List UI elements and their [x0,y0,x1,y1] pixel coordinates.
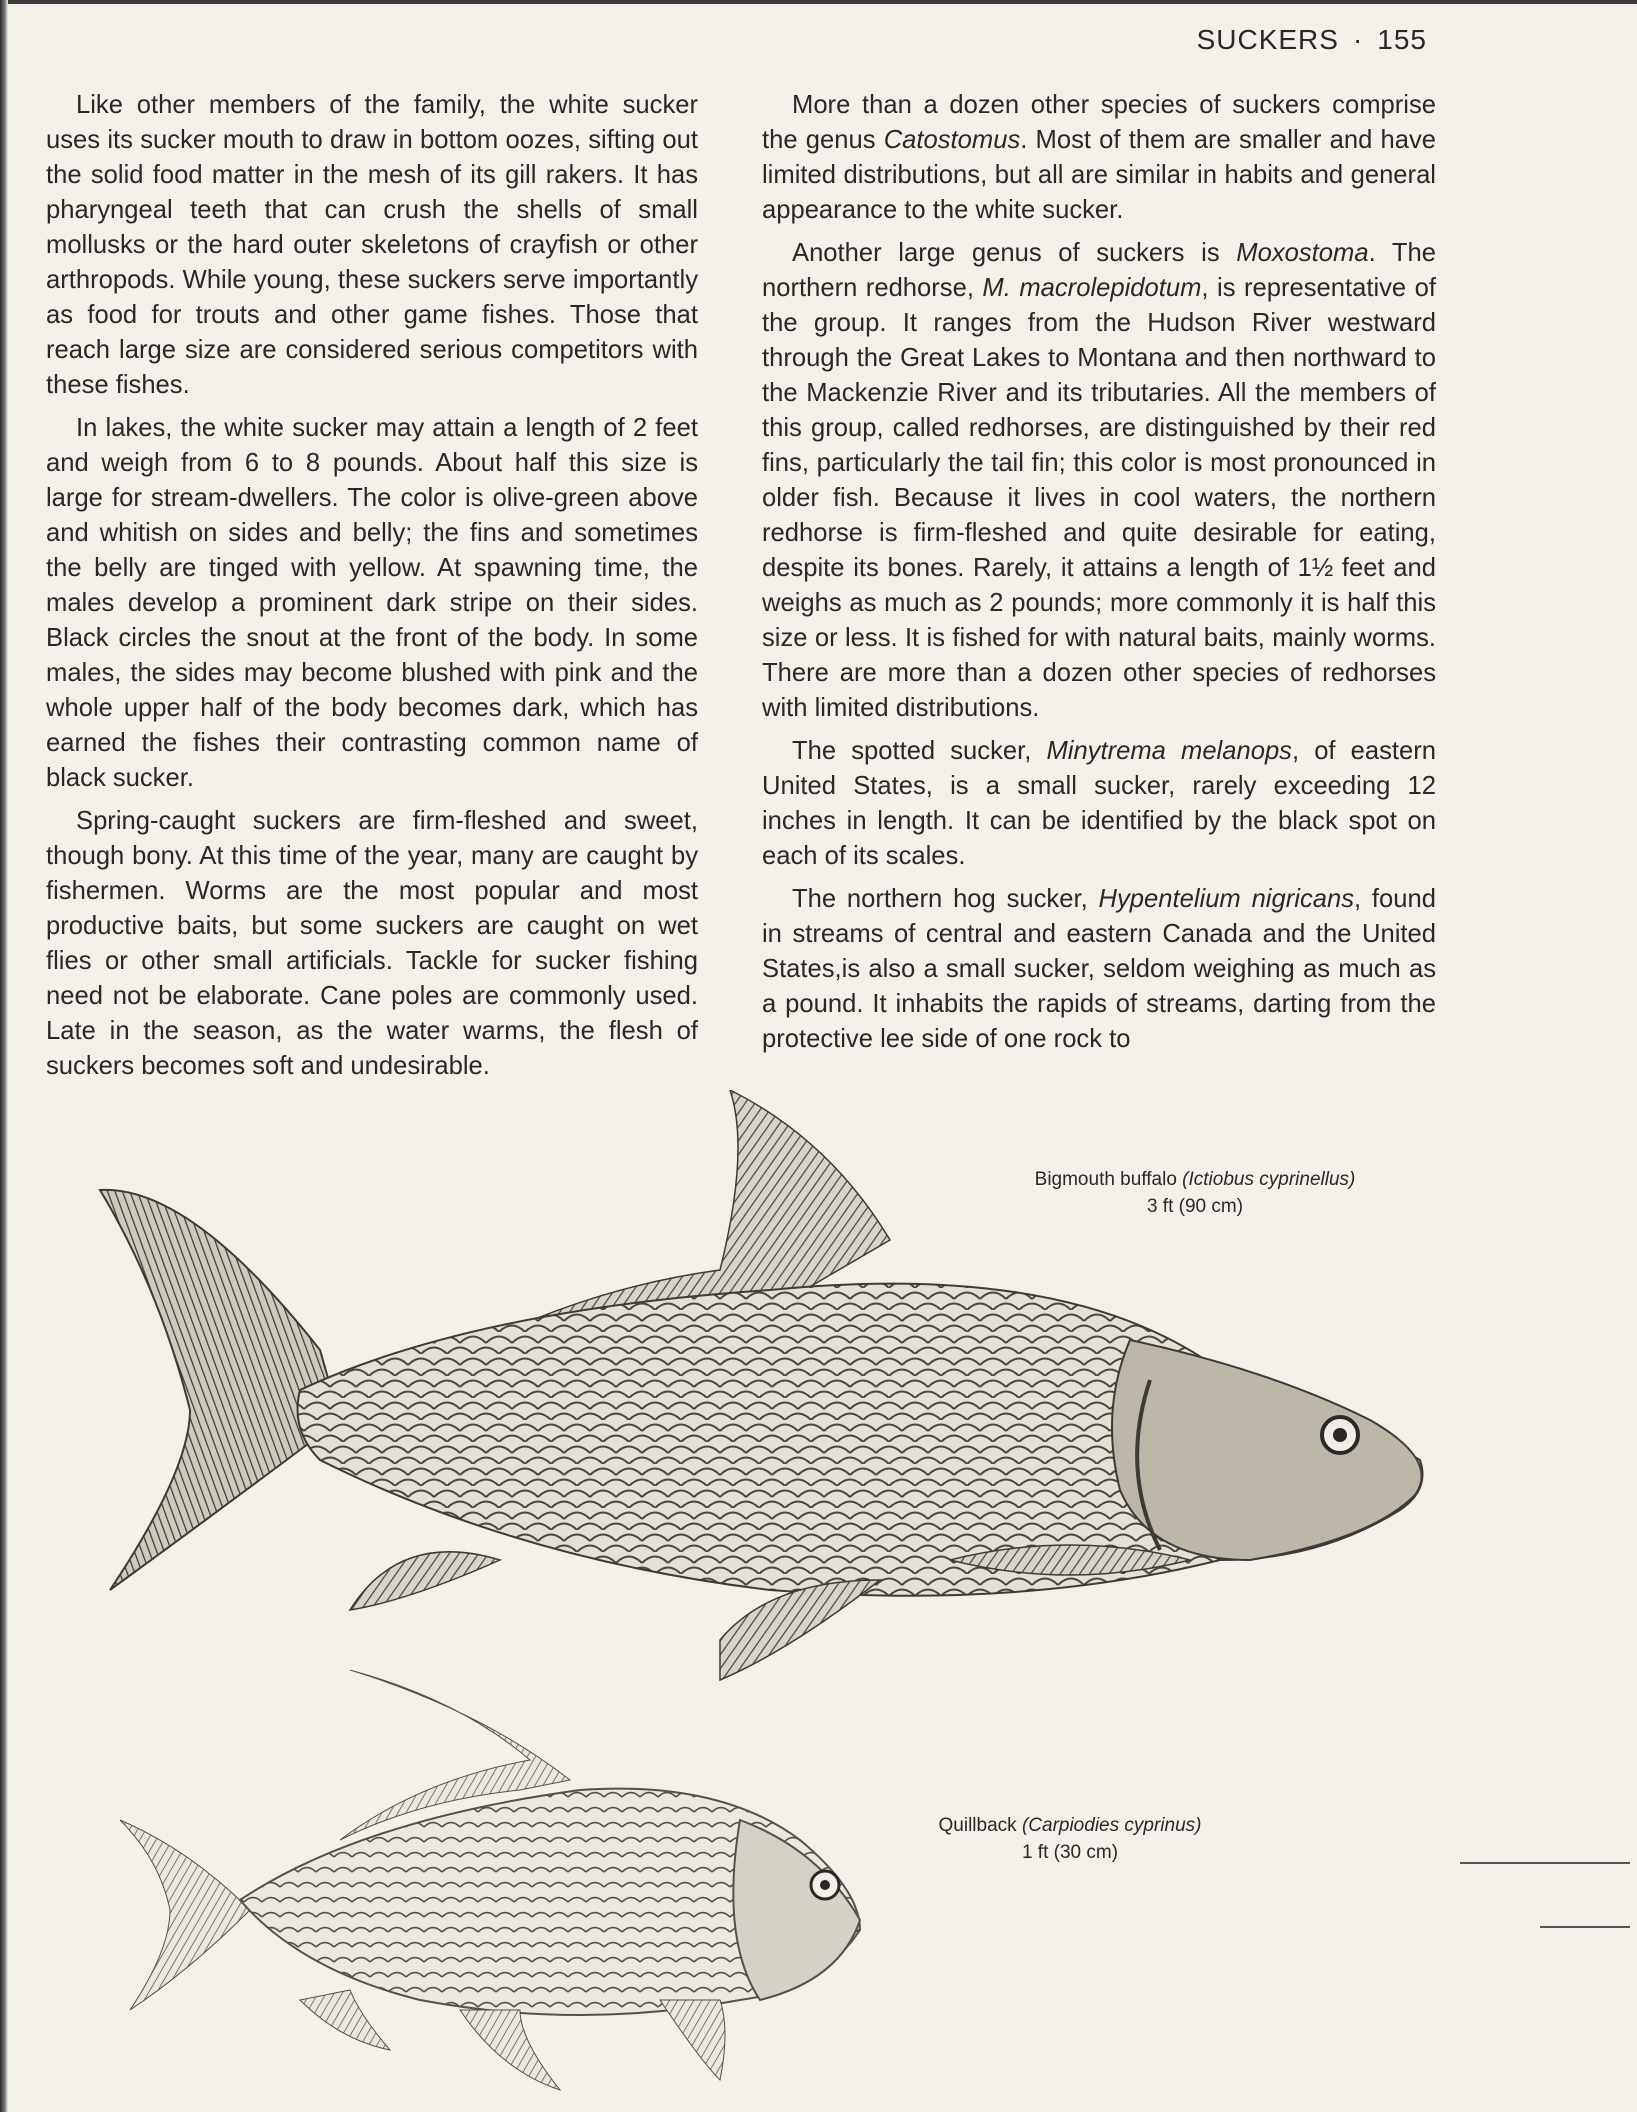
genus-name: Moxostoma [1236,239,1369,267]
right-column [762,88,1436,1065]
quillback-caption [860,1812,1280,1866]
species-name: Minytrema melanops [1046,737,1292,765]
caption-size: 1 ft (30 cm) [1021,1842,1119,1863]
pectoral-fin [300,1990,390,2050]
paragraph [762,734,1436,874]
text-run: , found in streams of central and eastern Canada and the United States,is also a small sucker, seldom weighing as much as a pound. It inhabits the rapids of streams, darting from the protective lee side of one rock to [762,885,1436,1053]
text-run: The northern hog sucker, [792,885,1099,913]
text-run: More than a dozen other species of suckers comprise the genus [762,91,1436,154]
running-head-separator: · [1352,24,1364,55]
tail-fin [120,1820,250,2010]
page-binding-edge [0,0,8,2112]
paragraph [762,882,1436,1057]
running-head-section: SUCKERS [1196,24,1339,55]
page-number: 155 [1377,24,1427,55]
margin-mark [1540,1926,1630,1928]
species-name: M. macrolepidotum [982,274,1202,302]
species-name: Hypentelium nigricans [1098,885,1354,913]
caption-scientific-name: (Carpiodies cyprinus) [1021,1815,1202,1836]
paragraph: In lakes, the white sucker may attain a length of 2 feet and weigh from 6 to 8 pounds. About half this size is large for stream-dwellers. The color is olive-green above and whitish on sides and belly; the fins and sometimes the belly are tinged with yellow. At spawning time, the males develop a prominent dark stripe on their sides. Black circles the snout at the front of the body. In some males, the sides may become blushed with pink and the whole upper half of the body becomes dark, which has earned the fishes their contrasting common name of black sucker. [46,414,698,792]
caption-scientific-name: (Ictiobus cyprinellus) [1182,1169,1356,1190]
quillback-illustration [100,1670,880,2110]
text-run: , of eastern United States, is a small sucker, rarely exceeding 12 inches in length. It can be identified by the black spot on each of its scales. [762,737,1437,870]
caption-common-name: Quillback [938,1815,1017,1836]
anal-fin [350,1552,500,1610]
text-run: The spotted sucker, [792,737,1047,765]
pelvic-fin [460,2010,560,2090]
margin-mark [1460,1862,1630,1864]
paragraph [762,88,1436,228]
bigmouth-buffalo-caption [980,1166,1410,1220]
pelvic-fin [720,1580,880,1680]
running-head [1197,24,1427,56]
text-run: . Most of them are smaller and have limited distributions, but all are similar in habits and general appearance to the white sucker. [762,126,1436,224]
paragraph: Like other members of the family, the white sucker uses its sucker mouth to draw in bottom oozes, sifting out the solid food matter in the mesh of its gill rakers. It has pharyngeal teeth that can crush the shells of small mollusks or the hard outer skeletons of crayfish or other arthropods. While young, these suckers serve importantly as food for trouts and other game fishes. Those that reach large size are considered serious competitors with these fishes. [46,91,698,399]
page-top-edge [0,0,1637,4]
paragraph [762,236,1436,726]
left-column [46,88,698,1092]
text-run: , is representative of the group. It ranges from the Hudson River westward through the Great Lakes to Montana and then northward to the Mackenzie River and its tributaries. All the members of this group, called redhorses, are distinguished by their red fins, particularly the tail fin; this color is most pronounced in older fish. Because it lives in cool waters, the northern redhorse is firm-fleshed and quite desirable for eating, despite its bones. Rarely, it attains a length of 1½ feet and weighs as much as 2 pounds; more commonly it is half this size or less. It is fished for with natural baits, mainly worms. There are more than a dozen other species of redhorses with limited distributions. [762,274,1436,722]
paragraph: Spring-caught suckers are firm-fleshed and sweet, though bony. At this time of the year, many are caught by fishermen. Worms are the most popular and most productive baits, but some suckers are caught on wet flies or other small artificials. Tackle for sucker fishing need not be elaborate. Cane poles are commonly used. Late in the season, as the water warms, the flesh of suckers becomes soft and undesirable. [46,807,698,1080]
text-run: . The northern redhorse, [762,239,1436,302]
fish-head [1112,1340,1422,1560]
anal-fin [660,2000,725,2080]
caption-size: 3 ft (90 cm) [1146,1196,1244,1217]
text-run: Another large genus of suckers is [792,239,1237,267]
caption-common-name: Bigmouth buffalo [1034,1169,1177,1190]
genus-name: Catostomus [883,126,1021,154]
